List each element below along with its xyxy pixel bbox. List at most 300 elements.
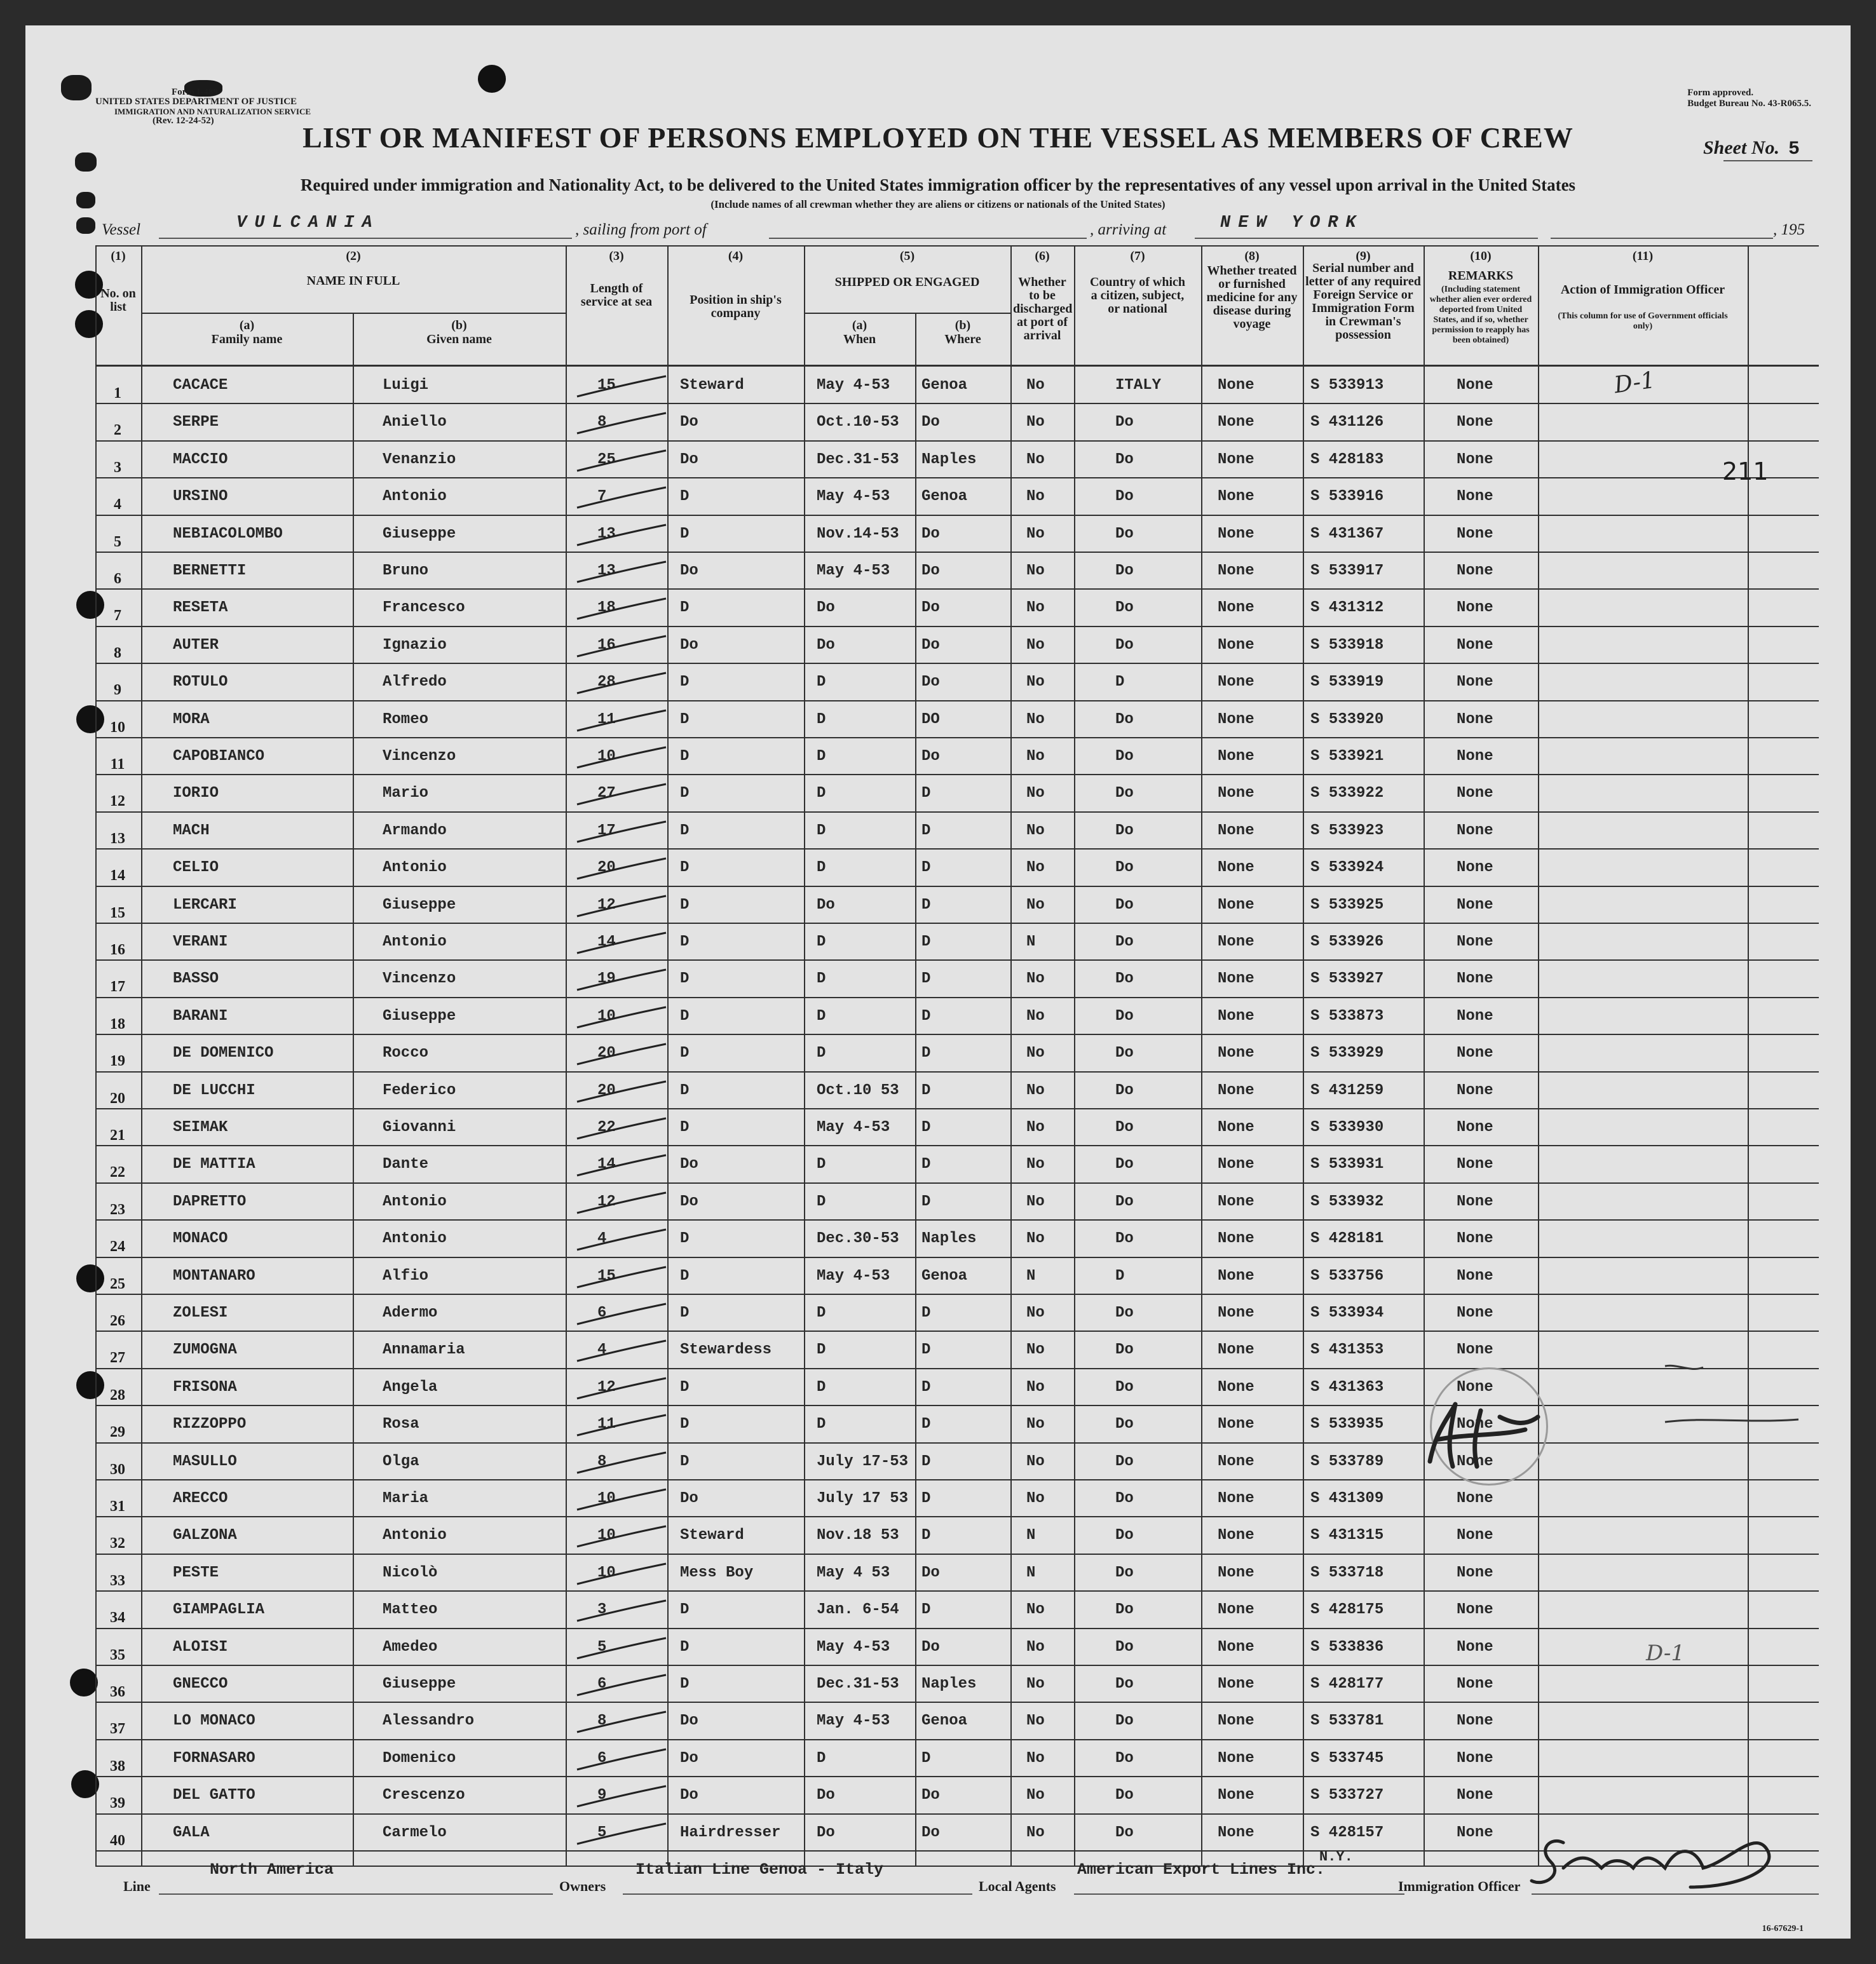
cell-discharged: No (1026, 896, 1045, 914)
strike-mark (571, 928, 672, 959)
cell-length: 8 (597, 414, 607, 431)
cell-discharged: No (1026, 748, 1045, 765)
cell-family: LERCARI (173, 896, 237, 914)
col5b-number: (b) (955, 318, 971, 332)
row-number: 27 (110, 1350, 125, 1367)
cell-given: Nicolò (383, 1564, 438, 1581)
cell-length: 17 (597, 822, 616, 839)
col10-number: (10) (1470, 249, 1492, 263)
strike-mark (571, 1410, 672, 1442)
cell-position: D (680, 1676, 690, 1693)
cell-discharged: No (1026, 1378, 1045, 1396)
cell-country: Do (1115, 785, 1134, 803)
cell-serial: S 533873 (1310, 1007, 1384, 1025)
arriving-at-value: NEW YORK (1220, 213, 1364, 233)
cell-medicine: None (1218, 1824, 1254, 1841)
cell-discharged: No (1026, 562, 1045, 579)
cell-length: 10 (597, 748, 616, 765)
cell-serial: S 533781 (1310, 1712, 1384, 1730)
cell-position: D (680, 970, 690, 988)
cell-country: Do (1115, 450, 1134, 468)
col6-number: (6) (1035, 249, 1050, 263)
local-agents-value: American Export Lines Inc. (1077, 1860, 1326, 1879)
cell-length: 12 (597, 896, 616, 914)
cell-position: Do (680, 562, 698, 579)
header-rule (141, 313, 566, 314)
cell-where: D (921, 1749, 931, 1767)
cell-remarks: None (1457, 377, 1493, 394)
cell-when: D (817, 822, 826, 839)
header-rule (95, 365, 1819, 367)
strike-mark (571, 1633, 672, 1665)
cell-remarks: None (1457, 1007, 1493, 1025)
cell-medicine: None (1218, 1230, 1254, 1248)
cell-discharged: No (1026, 1638, 1045, 1656)
handwritten-initials (1411, 1392, 1601, 1474)
cell-where: Genoa (921, 488, 968, 506)
cell-country: Do (1115, 1045, 1134, 1062)
cell-country: Do (1115, 1601, 1134, 1619)
row-rule (95, 959, 1819, 961)
cell-given: Vincenzo (383, 748, 456, 765)
col11-note: (This column for use of Government officials only) (1558, 311, 1728, 331)
sheet-number (1703, 137, 1800, 160)
cell-where: D (921, 1081, 931, 1099)
cell-discharged: No (1026, 414, 1045, 431)
cell-when: D (817, 970, 826, 988)
strike-mark (571, 371, 672, 403)
strike-mark (571, 1336, 672, 1367)
cell-discharged: No (1026, 1341, 1045, 1359)
col7-header: Country of which a citizen, subject, or national (1089, 275, 1185, 316)
cell-remarks: None (1457, 525, 1493, 543)
cell-remarks: None (1457, 1230, 1493, 1248)
cell-length: 11 (597, 710, 616, 728)
row-number: 17 (110, 979, 125, 996)
cell-given: Alfio (383, 1267, 429, 1285)
cell-given: Rosa (383, 1416, 419, 1433)
row-rule (95, 997, 1819, 998)
row-rule (95, 1813, 1819, 1815)
cell-discharged: N (1026, 1267, 1036, 1285)
row-number: 8 (114, 644, 121, 661)
cell-given: Dante (383, 1156, 429, 1174)
strike-mark (571, 705, 672, 737)
cell-given: Antonio (383, 1230, 447, 1248)
strike-mark (571, 482, 672, 514)
row-rule (95, 1182, 1819, 1184)
row-rule (95, 1145, 1819, 1146)
cell-remarks: None (1457, 1749, 1493, 1767)
strike-mark (571, 1781, 672, 1813)
cell-serial: S 533922 (1310, 785, 1384, 803)
cell-where: D (921, 859, 931, 877)
cell-when: Dec.30-53 (817, 1230, 899, 1248)
cell-family: MORA (173, 710, 210, 728)
cell-discharged: No (1026, 1045, 1045, 1062)
cell-length: 11 (597, 1416, 616, 1433)
cell-given: Giuseppe (383, 896, 456, 914)
cell-position: D (680, 859, 690, 877)
cell-family: NEBIACOLOMBO (173, 525, 283, 543)
row-number: 1 (114, 385, 121, 402)
cell-medicine: None (1218, 1601, 1254, 1619)
cell-serial: S 431367 (1310, 525, 1384, 543)
cell-serial: S 533923 (1310, 822, 1384, 839)
cell-serial: S 533916 (1310, 488, 1384, 506)
cell-when: D (817, 674, 826, 691)
cell-medicine: None (1218, 933, 1254, 951)
cell-given: Antonio (383, 933, 447, 951)
cell-remarks: None (1457, 1045, 1493, 1062)
row-rule (95, 552, 1819, 553)
cell-discharged: No (1026, 636, 1045, 654)
cell-given: Aniello (383, 414, 447, 431)
cell-given: Federico (383, 1081, 456, 1099)
cell-position: D (680, 1007, 690, 1025)
cell-family: ARECCO (173, 1490, 228, 1507)
cell-medicine: None (1218, 599, 1254, 617)
cell-where: D (921, 1193, 931, 1210)
cell-where: Do (921, 674, 940, 691)
row-number: 13 (110, 830, 125, 847)
row-rule (95, 1331, 1819, 1332)
row-rule (95, 1479, 1819, 1480)
cell-position: D (680, 933, 690, 951)
cell-length: 8 (597, 1712, 607, 1730)
cell-medicine: None (1218, 562, 1254, 579)
cell-position: D (680, 1119, 690, 1136)
cell-discharged: No (1026, 599, 1045, 617)
sailing-from-label: , sailing from port of (575, 221, 707, 238)
strike-mark (571, 1818, 672, 1850)
cell-remarks: None (1457, 450, 1493, 468)
cell-discharged: No (1026, 1749, 1045, 1767)
cell-when: May 4-53 (817, 488, 890, 506)
cell-discharged: No (1026, 710, 1045, 728)
cell-remarks: None (1457, 1193, 1493, 1210)
cell-length: 13 (597, 525, 616, 543)
cell-where: Do (921, 636, 940, 654)
cell-serial: S 533913 (1310, 377, 1384, 394)
cell-where: D (921, 822, 931, 839)
cell-family: CAPOBIANCO (173, 748, 265, 765)
ink-blot (75, 152, 97, 172)
row-number: 34 (110, 1609, 125, 1627)
cell-family: MACH (173, 822, 210, 839)
cell-country: Do (1115, 710, 1134, 728)
cell-position: Do (680, 1156, 698, 1174)
cell-country: Do (1115, 1156, 1134, 1174)
cell-where: D (921, 1119, 931, 1136)
cell-family: MONACO (173, 1230, 228, 1248)
row-number: 32 (110, 1535, 125, 1552)
row-number: 10 (110, 719, 125, 736)
row-rule (95, 886, 1819, 887)
cell-family: RESETA (173, 599, 228, 617)
row-number: 33 (110, 1572, 125, 1589)
col8-number: (8) (1244, 249, 1260, 263)
strike-mark (571, 1373, 672, 1405)
cell-family: IORIO (173, 785, 219, 803)
col4-number: (4) (728, 249, 744, 263)
cell-where: DO (921, 710, 940, 728)
cell-when: Dec.31-53 (817, 1676, 899, 1693)
strike-mark (571, 1744, 672, 1776)
cell-given: Domenico (383, 1749, 456, 1767)
row-number: 35 (110, 1646, 125, 1663)
cell-medicine: None (1218, 1527, 1254, 1545)
row-number: 28 (110, 1386, 125, 1404)
row-rule (95, 1071, 1819, 1073)
cell-remarks: None (1457, 599, 1493, 617)
cell-medicine: None (1218, 1749, 1254, 1767)
cell-where: D (921, 1156, 931, 1174)
col2-header: NAME IN FULL (306, 274, 400, 288)
cell-family: FORNASARO (173, 1749, 255, 1767)
cell-remarks: None (1457, 1712, 1493, 1730)
cell-discharged: No (1026, 1081, 1045, 1099)
cell-remarks: None (1457, 1341, 1493, 1359)
col1-header: No. on list (100, 287, 136, 314)
cell-where: Naples (921, 1230, 977, 1248)
cell-medicine: None (1218, 1119, 1254, 1136)
cell-given: Adermo (383, 1304, 438, 1322)
row-rule (95, 626, 1819, 627)
cell-serial: S 431353 (1310, 1341, 1384, 1359)
cell-family: ROTULO (173, 674, 228, 691)
cell-serial: S 533756 (1310, 1267, 1384, 1285)
cell-when: D (817, 859, 826, 877)
row-rule (95, 440, 1819, 442)
budget-bureau-line: Budget Bureau No. 43-R065.5. (1687, 98, 1811, 109)
cell-length: 15 (597, 377, 616, 394)
cell-family: DE MATTIA (173, 1156, 255, 1174)
cell-family: MASULLO (173, 1453, 237, 1470)
revision-date: (Rev. 12-24-52) (153, 116, 214, 126)
cell-serial: S 431363 (1310, 1378, 1384, 1396)
cell-when: Nov.14-53 (817, 525, 899, 543)
cell-serial: S 533927 (1310, 970, 1384, 988)
strike-mark (571, 668, 672, 700)
row-number: 23 (110, 1201, 125, 1218)
cell-serial: S 431259 (1310, 1081, 1384, 1099)
cell-where: Naples (921, 450, 977, 468)
cell-discharged: No (1026, 525, 1045, 543)
cell-given: Antonio (383, 1193, 447, 1210)
column-rule (566, 245, 567, 1866)
cell-discharged: N (1026, 933, 1036, 951)
row-number: 37 (110, 1721, 125, 1738)
cell-family: ZOLESI (173, 1304, 228, 1322)
cell-when: May 4-53 (817, 377, 890, 394)
owners-underline (623, 1893, 972, 1895)
owners-label: Owners (559, 1878, 606, 1894)
cell-position: D (680, 488, 690, 506)
cell-discharged: No (1026, 1712, 1045, 1730)
cell-given: Alessandro (383, 1712, 475, 1730)
cell-when: Do (817, 1824, 835, 1841)
vessel-row (102, 213, 1818, 239)
cell-where: Naples (921, 1676, 977, 1693)
row-rule (95, 1219, 1819, 1221)
cell-country: Do (1115, 970, 1134, 988)
punch-hole (70, 1669, 98, 1696)
cell-medicine: None (1218, 1676, 1254, 1693)
cell-given: Giuseppe (383, 525, 456, 543)
cell-country: Do (1115, 1490, 1134, 1507)
cell-when: Do (817, 636, 835, 654)
cell-discharged: No (1026, 450, 1045, 468)
cell-medicine: None (1218, 896, 1254, 914)
officer-mark-top: D-1 (1612, 367, 1657, 399)
cell-given: Carmelo (383, 1824, 447, 1841)
strike-mark (571, 1595, 672, 1627)
cell-remarks: None (1457, 414, 1493, 431)
row-number: 29 (110, 1424, 125, 1441)
manifest-sheet (25, 25, 1851, 1939)
cell-when: Nov.18 53 (817, 1527, 899, 1545)
cell-discharged: No (1026, 1156, 1045, 1174)
line-value: North America (210, 1860, 334, 1879)
cell-given: Mario (383, 785, 429, 803)
manifest-footer (95, 1849, 1819, 1899)
immigration-officer-underline (1532, 1893, 1819, 1895)
cell-country: Do (1115, 1416, 1134, 1433)
cell-serial: S 428183 (1310, 450, 1384, 468)
year-label: , 195 (1773, 221, 1805, 238)
row-number: 12 (110, 793, 125, 810)
cell-position: D (680, 1045, 690, 1062)
cell-remarks: None (1457, 1119, 1493, 1136)
cell-country: Do (1115, 1453, 1134, 1470)
row-rule (95, 1034, 1819, 1035)
cell-position: D (680, 1638, 690, 1656)
cell-medicine: None (1218, 748, 1254, 765)
cell-when: D (817, 1304, 826, 1322)
col7-number: (7) (1130, 249, 1145, 263)
crew-manifest-table (95, 245, 1819, 1866)
cell-serial: S 533920 (1310, 710, 1384, 728)
cell-given: Venanzio (383, 450, 456, 468)
cell-medicine: None (1218, 488, 1254, 506)
cell-where: Do (921, 525, 940, 543)
cell-remarks: None (1457, 1638, 1493, 1656)
col10-header: REMARKS (1448, 269, 1514, 283)
cell-country: Do (1115, 1638, 1134, 1656)
cell-discharged: No (1026, 674, 1045, 691)
col1-number: (1) (111, 249, 126, 263)
cell-where: Do (921, 1787, 940, 1805)
cell-discharged: No (1026, 785, 1045, 803)
cell-country: Do (1115, 1304, 1134, 1322)
cell-when: D (817, 1378, 826, 1396)
cell-country: Do (1115, 1119, 1134, 1136)
cell-when: Oct.10-53 (817, 414, 899, 431)
cell-serial: S 428157 (1310, 1824, 1384, 1841)
strike-mark (571, 408, 672, 440)
cell-serial: S 428175 (1310, 1601, 1384, 1619)
cell-serial: S 533930 (1310, 1119, 1384, 1136)
row-number: 24 (110, 1238, 125, 1256)
cell-country: Do (1115, 414, 1134, 431)
cell-length: 20 (597, 1081, 616, 1099)
cell-given: Rocco (383, 1045, 429, 1062)
cell-when: May 4-53 (817, 1712, 890, 1730)
cell-discharged: No (1026, 1416, 1045, 1433)
cell-medicine: None (1218, 970, 1254, 988)
cell-when: D (817, 933, 826, 951)
cell-position: D (680, 1453, 690, 1470)
cell-length: 20 (597, 1045, 616, 1062)
cell-serial: S 533934 (1310, 1304, 1384, 1322)
column-rule (1424, 245, 1425, 1866)
cell-discharged: N (1026, 1527, 1036, 1545)
row-rule (95, 700, 1819, 701)
cell-discharged: No (1026, 488, 1045, 506)
row-rule (95, 737, 1819, 738)
row-number: 11 (110, 756, 125, 773)
cell-serial: S 533932 (1310, 1193, 1384, 1210)
crew-count-211: 211 (1722, 457, 1769, 485)
column-rule (804, 245, 805, 1866)
cell-discharged: No (1026, 1453, 1045, 1470)
cell-country: Do (1115, 1081, 1134, 1099)
cell-when: July 17 53 (817, 1490, 909, 1507)
cell-discharged: No (1026, 377, 1045, 394)
cell-family: FRISONA (173, 1378, 237, 1396)
cell-when: Do (817, 1787, 835, 1805)
strike-mark (571, 1076, 672, 1108)
cell-remarks: None (1457, 1490, 1493, 1507)
strike-mark (571, 1113, 672, 1145)
col11-number: (11) (1632, 249, 1654, 263)
cell-family: ALOISI (173, 1638, 228, 1656)
strike-mark (571, 520, 672, 552)
sheet-number-underline (1723, 160, 1812, 161)
cell-family: BERNETTI (173, 562, 247, 579)
cell-when: Do (817, 599, 835, 617)
column-rule (1303, 245, 1304, 1866)
cell-length: 5 (597, 1638, 607, 1656)
cell-remarks: None (1457, 1564, 1493, 1581)
cell-where: Genoa (921, 1712, 968, 1730)
cell-remarks: None (1457, 710, 1493, 728)
cell-family: GIAMPAGLIA (173, 1601, 265, 1619)
cell-serial: S 431312 (1310, 599, 1384, 617)
cell-medicine: None (1218, 1378, 1254, 1396)
cell-remarks: None (1457, 1416, 1493, 1433)
cell-country: Do (1115, 896, 1134, 914)
cell-serial: S 533745 (1310, 1749, 1384, 1767)
strike-mark (571, 1262, 672, 1294)
col2a-header: Family name (211, 332, 283, 346)
cell-country: Do (1115, 1676, 1134, 1693)
cell-medicine: None (1218, 414, 1254, 431)
cell-family: SERPE (173, 414, 219, 431)
cell-where: Do (921, 1638, 940, 1656)
cell-country: Do (1115, 1749, 1134, 1767)
cell-medicine: None (1218, 1156, 1254, 1174)
strike-mark (571, 891, 672, 923)
cell-position: D (680, 1230, 690, 1248)
cell-discharged: No (1026, 1193, 1045, 1210)
cell-length: 16 (597, 636, 616, 654)
cell-where: D (921, 785, 931, 803)
cell-family: DE DOMENICO (173, 1045, 274, 1062)
cell-length: 3 (597, 1601, 607, 1619)
cell-length: 13 (597, 562, 616, 579)
